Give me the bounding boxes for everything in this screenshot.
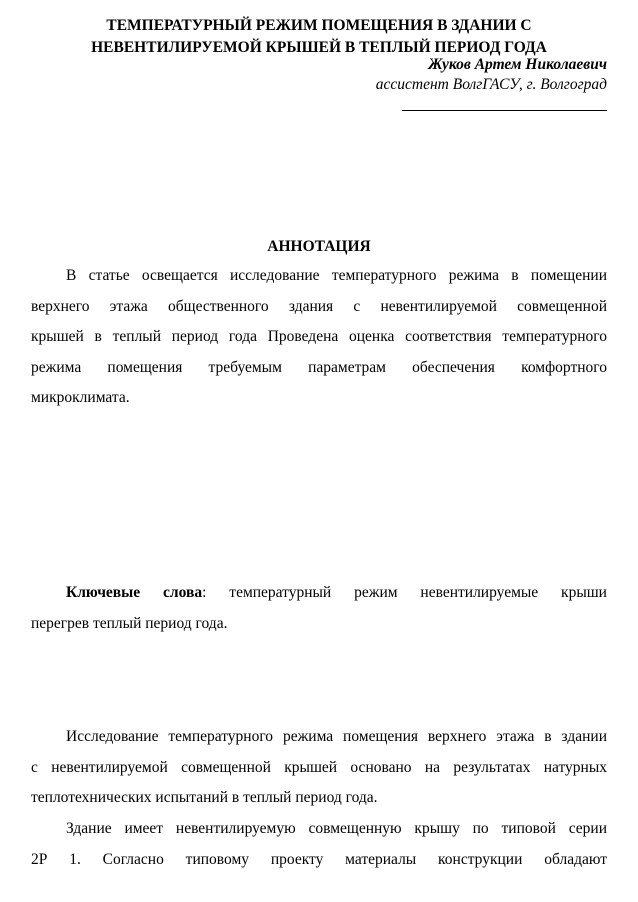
text-line: перегрев теплый период года. — [31, 614, 228, 632]
keywords-paragraph — [31, 578, 607, 639]
divider-line — [402, 110, 607, 111]
text-line: крышей в теплый период года Проведена оценка соответствия температурного — [31, 328, 607, 345]
title-line: НЕВЕНТИЛИРУЕМОЙ КРЫШЕЙ В ТЕПЛЫЙ ПЕРИОД ГОДА — [91, 39, 547, 56]
abstract-heading: АННОТАЦИЯ — [267, 238, 371, 255]
body-paragraph — [31, 814, 607, 875]
author-affiliation: ассистент ВолгГАСУ, г. Волгоград — [375, 76, 607, 93]
keywords-text: : температурный режим невентилируемые крыши — [202, 584, 607, 601]
keywords-line — [31, 578, 607, 609]
text-line: верхнего этажа общественного здания с невентилируемой совмещенной — [31, 297, 607, 315]
article-title — [30, 15, 608, 59]
title-line: ТЕМПЕРАТУРНЫЙ РЕЖИМ ПОМЕЩЕНИЯ В ЗДАНИИ С — [106, 17, 532, 34]
text-line: Здание имеет невентилируемую совмещенную крышу по типовой серии — [66, 820, 607, 837]
keywords-label: Ключевые слова — [66, 584, 203, 601]
body-paragraph — [31, 722, 607, 814]
text-line: В статье освещается исследование температурного режима в помещении — [66, 267, 607, 284]
text-line: 2Р 1. Согласно типовому проекту материалы конструкции обладают — [31, 850, 607, 868]
text-line: с невентилируемой совмещенной крышей основано на результатах натурных — [31, 758, 607, 776]
abstract-paragraph — [31, 261, 607, 414]
text-line: режима помещения требуемым параметрам обеспечения комфортного — [31, 358, 607, 376]
author-name: Жуков Артем Николаевич — [428, 56, 607, 73]
text-line: Исследование температурного режима помещения верхнего этажа в здании — [66, 728, 607, 745]
text-line: микроклимата. — [31, 389, 130, 406]
text-line: теплотехнических испытаний в теплый период года. — [31, 789, 378, 806]
